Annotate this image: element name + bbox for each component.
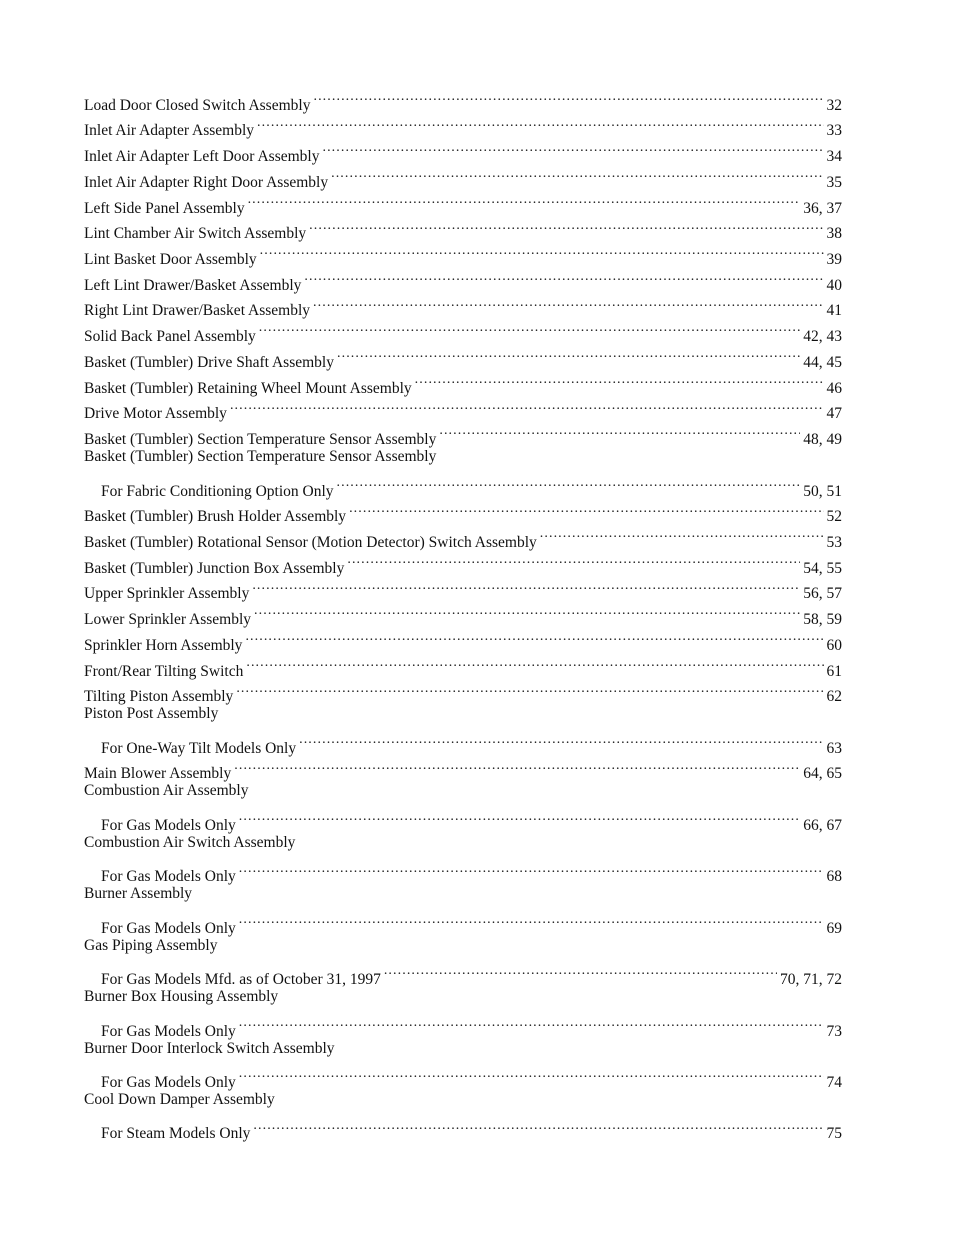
toc-entry-title: Main Blower Assembly (84, 765, 232, 783)
dot-leader (236, 676, 823, 702)
toc-entry-title: Right Lint Drawer/Basket Assembly (84, 302, 311, 320)
toc-entry-page: 58, 59 (803, 611, 842, 629)
dot-leader (313, 290, 823, 316)
toc-entry-page: 68 (826, 868, 842, 886)
toc-entry (84, 1010, 842, 1040)
dot-leader (337, 341, 800, 367)
toc-entry-page: 74 (826, 1074, 842, 1092)
toc-entry-page: 64, 65 (803, 765, 842, 783)
toc-entry-title: Left Lint Drawer/Basket Assembly (84, 276, 302, 294)
toc-entry (84, 1061, 842, 1092)
toc-entry-page: 36, 37 (803, 199, 842, 217)
toc-entry-title: Load Door Closed Switch Assembly (84, 96, 311, 114)
toc-entry-page: 41 (826, 302, 842, 320)
toc-entry-page: 38 (826, 225, 842, 243)
toc-entry-page: 50, 51 (803, 482, 842, 500)
toc-entry (84, 984, 842, 1010)
dot-leader (239, 1010, 824, 1036)
toc-entry (84, 1036, 842, 1062)
toc-entry-title: Combustion Air Assembly (84, 782, 249, 800)
toc-entry-title: For Gas Models Only (101, 868, 236, 886)
dot-leader (239, 804, 800, 830)
toc-entry (84, 1087, 842, 1113)
toc-entry-page: 34 (826, 148, 842, 166)
dot-leader (230, 393, 824, 419)
toc-entry-page: 35 (826, 173, 842, 191)
dot-leader (254, 598, 800, 624)
toc-entry-title: Inlet Air Adapter Left Door Assembly (84, 148, 320, 166)
dot-leader (248, 187, 801, 213)
toc-entry-page: 47 (826, 405, 842, 423)
toc-entry-title: Lint Chamber Air Switch Assembly (84, 225, 307, 243)
toc-entry (84, 830, 842, 856)
toc-entry-title: For Gas Models Only (101, 919, 236, 937)
toc-entry-title: Inlet Air Adapter Right Door Assembly (84, 173, 329, 191)
toc-entry-title: Basket (Tumbler) Section Temperature Sensor Assembly (84, 448, 437, 466)
toc-entry-title: Front/Rear Tilting Switch (84, 662, 244, 680)
toc-entry-page: 63 (826, 739, 842, 757)
toc-entry (84, 958, 842, 989)
dot-leader (252, 573, 800, 599)
toc-entry (84, 84, 842, 114)
toc-entry-page: 40 (826, 276, 842, 294)
toc-entry (84, 470, 842, 500)
toc-entry-title: For Fabric Conditioning Option Only (101, 482, 334, 500)
toc-entry (84, 804, 842, 834)
toc-entry-page: 46 (826, 379, 842, 397)
toc-entry-title: For Gas Models Only (101, 1022, 236, 1040)
toc-entry-title: Basket (Tumbler) Brush Holder Assembly (84, 508, 347, 526)
toc-entry-title: Burner Box Housing Assembly (84, 988, 279, 1006)
dot-leader (253, 1113, 823, 1139)
toc-entry-title: Basket (Tumbler) Retaining Wheel Mount Assembly (84, 379, 412, 397)
toc-entry-title: For Gas Models Mfd. as of October 31, 1997 (101, 971, 381, 989)
toc-entry-page: 56, 57 (803, 585, 842, 603)
toc-entry-title: For Steam Models Only (101, 1125, 251, 1143)
toc-entry-page: 39 (826, 251, 842, 269)
dot-leader (259, 315, 800, 341)
dot-leader (415, 367, 824, 393)
dot-leader (257, 110, 823, 136)
toc-entry-title: Tilting Piston Assembly (84, 688, 234, 706)
dot-leader (349, 496, 823, 522)
toc-entry-page: 61 (826, 662, 842, 680)
toc-entry-page: 42, 43 (803, 328, 842, 346)
toc-entry-title: Cool Down Damper Assembly (84, 1091, 275, 1109)
toc-entry (84, 444, 842, 470)
toc-entry-title: Lint Basket Door Assembly (84, 251, 257, 269)
dot-leader (337, 470, 801, 496)
toc-entry-page: 52 (826, 508, 842, 526)
dot-leader (331, 161, 823, 187)
toc-entry-title: Basket (Tumbler) Drive Shaft Assembly (84, 353, 334, 371)
toc-entry-page: 44, 45 (803, 353, 842, 371)
table-of-contents (84, 84, 842, 1143)
toc-entry-page: 70, 71, 72 (780, 971, 842, 989)
toc-entry-title: Gas Piping Assembly (84, 936, 218, 954)
toc-entry-title: Burner Assembly (84, 885, 193, 903)
dot-leader (322, 135, 823, 161)
dot-leader (239, 1061, 824, 1087)
toc-entry (84, 778, 842, 804)
toc-entry-title: Sprinkler Horn Assembly (84, 636, 243, 654)
dot-leader (239, 907, 824, 933)
toc-entry-page: 62 (826, 688, 842, 706)
toc-entry-title: Combustion Air Switch Assembly (84, 833, 296, 851)
dot-leader (313, 84, 823, 110)
toc-entry-page: 75 (826, 1125, 842, 1143)
toc-entry-title: For Gas Models Only (101, 1074, 236, 1092)
toc-entry-page: 54, 55 (803, 559, 842, 577)
toc-entry (84, 701, 842, 727)
toc-entry-page: 69 (826, 919, 842, 937)
toc-entry (84, 856, 842, 886)
toc-entry-title: Upper Sprinkler Assembly (84, 585, 250, 603)
dot-leader (384, 958, 777, 984)
toc-entry-page: 66, 67 (803, 816, 842, 834)
dot-leader (239, 856, 824, 882)
toc-entry (84, 933, 842, 959)
toc-entry (84, 1113, 842, 1143)
dot-leader (540, 521, 824, 547)
dot-leader (299, 727, 823, 753)
toc-entry (84, 727, 842, 757)
dot-leader (245, 624, 823, 650)
toc-entry-page: 33 (826, 122, 842, 140)
dot-leader (260, 238, 824, 264)
toc-entry-title: Basket (Tumbler) Junction Box Assembly (84, 559, 345, 577)
toc-entry-title: Basket (Tumbler) Section Temperature Sensor Assembly (84, 431, 437, 449)
dot-leader (347, 547, 800, 573)
toc-entry-title: For Gas Models Only (101, 816, 236, 834)
toc-entry-page: 73 (826, 1022, 842, 1040)
toc-entry-title: Left Side Panel Assembly (84, 199, 245, 217)
dot-leader (439, 418, 800, 444)
dot-leader (234, 753, 800, 779)
dot-leader (246, 650, 823, 676)
toc-entry-title: For One-Way Tilt Models Only (101, 739, 297, 757)
dot-leader (304, 264, 823, 290)
toc-entry-page: 48, 49 (803, 431, 842, 449)
dot-leader (309, 213, 823, 239)
toc-entry-title: Burner Door Interlock Switch Assembly (84, 1039, 335, 1057)
toc-entry-page: 60 (826, 636, 842, 654)
toc-entry-page: 53 (826, 533, 842, 551)
toc-entry-page: 32 (826, 96, 842, 114)
toc-entry-title: Drive Motor Assembly (84, 405, 227, 423)
toc-entry (84, 907, 842, 937)
toc-entry-title: Lower Sprinkler Assembly (84, 611, 252, 629)
toc-entry-title: Basket (Tumbler) Rotational Sensor (Motion Detector) Switch Assembly (84, 533, 537, 551)
toc-entry-title: Inlet Air Adapter Assembly (84, 122, 255, 140)
toc-entry-title: Solid Back Panel Assembly (84, 328, 256, 346)
toc-entry-title: Piston Post Assembly (84, 705, 219, 723)
